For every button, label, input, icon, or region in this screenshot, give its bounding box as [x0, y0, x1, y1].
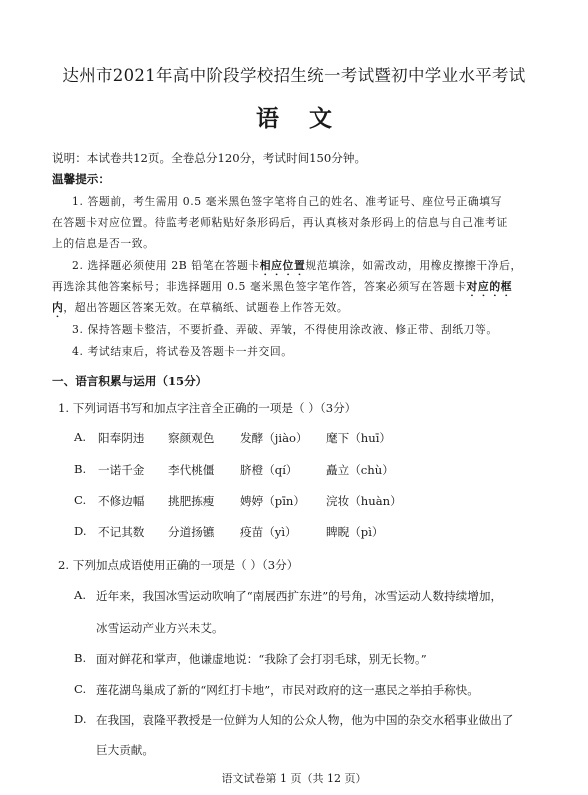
q2-stem: 2. 下列加点成语使用正确的一项是（ ）（3分） — [58, 558, 299, 572]
subject-title: 语文 — [256, 105, 362, 132]
q1-option-a-word-3: 发酵（jiào） — [240, 431, 308, 445]
q1-option-a-letter: A. — [74, 430, 87, 444]
q2-option-b-letter: B. — [74, 651, 87, 665]
q1-option-b-letter: B. — [74, 462, 87, 476]
tip-2-l3b: ，超出答题区答案无效。在草稿纸、试题卷上作答无效。 — [63, 301, 349, 314]
q2-option-c-text: 莲花湖鸟巢成了新的“网红打卡地”，市民对政府的这一惠民之举拍手称快。 — [96, 683, 479, 697]
q1-option-b-word-1: 一诺千金 — [98, 463, 145, 477]
q1-option-d-letter: D. — [74, 524, 87, 538]
tip-2-emphasis-3: 内 — [52, 301, 64, 314]
q2-option-a-line-1: 近年来，我国冰雪运动吹响了“南展西扩东进”的号角，冰雪运动人数持续增加， — [96, 589, 503, 603]
q1-option-a-word-2: 察颜观色 — [168, 431, 215, 445]
tip-2-l1c: 规范填涂，如需改动，用橡皮擦擦干净后， — [305, 259, 522, 272]
tip-3: 3. 保持答题卡整洁，不要折叠、弄破、弄皱，不得使用涂改液、修正带、刮纸刀等。 — [72, 323, 498, 336]
exam-title: 达州市2021年高中阶段学校招生统一考试暨初中学业水平考试 — [62, 66, 526, 85]
section-1-heading: 一、语言积累与运用（15分） — [52, 374, 208, 388]
q1-option-c-word-1: 不修边幅 — [98, 494, 145, 508]
q2-option-d-line-2: 巨大贡献。 — [96, 743, 154, 757]
tip-4: 4. 考试结束后，将试卷及答题卡一并交回。 — [72, 345, 293, 358]
q1-option-d-word-2: 分道扬镳 — [168, 525, 215, 539]
tip-1-line-1: 1. 答题前，考生需用 0.5 毫米黑色签字笔将自己的姓名、准考证号、座位号正确填写 — [72, 195, 503, 208]
q1-option-d-word-3: 疫苗（yì） — [240, 525, 297, 539]
q1-option-d-word-4: 睥睨（pì） — [326, 525, 384, 539]
tip-2-line-3 — [52, 300, 348, 320]
q1-option-c-word-4: 浣妆（huàn） — [326, 494, 402, 508]
tip-2-l1a: 2. 选择题必须使用 2B 铅笔在答题卡 — [72, 259, 260, 272]
q1-option-a-word-4: 麾下（huī） — [326, 431, 392, 445]
q2-option-b-text: 面对鲜花和掌声，他谦虚地说：“我除了会打羽毛球，别无长物。” — [96, 652, 427, 666]
tip-2-l2a: 再选涂其他答案标号；非选择题用 0.5 毫米黑色签字笔作答，答案必须写在答题卡 — [52, 280, 467, 293]
q1-option-a-word-1: 阳奉阴违 — [98, 431, 145, 445]
tips-heading: 温馨提示： — [52, 172, 110, 186]
q2-option-a-letter: A. — [74, 588, 87, 602]
q1-option-d-word-1: 不记其数 — [98, 525, 145, 539]
exam-note: 说明：本试卷共12页。全卷总分120分，考试时间150分钟。 — [52, 151, 367, 165]
q1-option-b-word-3: 脐橙（qí） — [240, 463, 298, 477]
q1-option-c-word-2: 挑肥拣瘦 — [168, 494, 215, 508]
tip-2-line-2 — [52, 279, 512, 299]
page-footer: 语文试卷第 1 页（共 12 页） — [221, 772, 367, 785]
q2-option-a-line-2: 冰雪运动产业方兴未艾。 — [96, 621, 224, 635]
tip-2-emphasis-2: 对应的框 — [466, 280, 513, 293]
q1-option-b-word-4: 矗立（chù） — [326, 463, 394, 477]
q1-stem: 1. 下列词语书写和加点字注音全正确的一项是（ ）（3分） — [58, 401, 357, 415]
q2-option-d-letter: D. — [74, 712, 87, 726]
tip-2-emphasis-1: 相应位置 — [259, 259, 306, 272]
tip-1-line-2: 在答题卡对应位置。待监考老师粘贴好条形码后，再认真核对条形码上的信息与自己准考证 — [52, 216, 508, 229]
q2-option-d-line-1: 在我国，袁隆平教授是一位鲜为人知的公众人物，他为中国的杂交水稻事业做出了 — [96, 713, 514, 727]
q1-option-c-word-3: 娉婷（pīn） — [240, 494, 305, 508]
tip-1-line-3: 上的信息是否一致。 — [52, 237, 155, 250]
q1-option-b-word-2: 李代桃僵 — [168, 463, 215, 477]
q1-option-c-letter: C. — [74, 493, 87, 507]
q2-option-c-letter: C. — [74, 682, 87, 696]
tip-2-line-1 — [72, 258, 522, 278]
